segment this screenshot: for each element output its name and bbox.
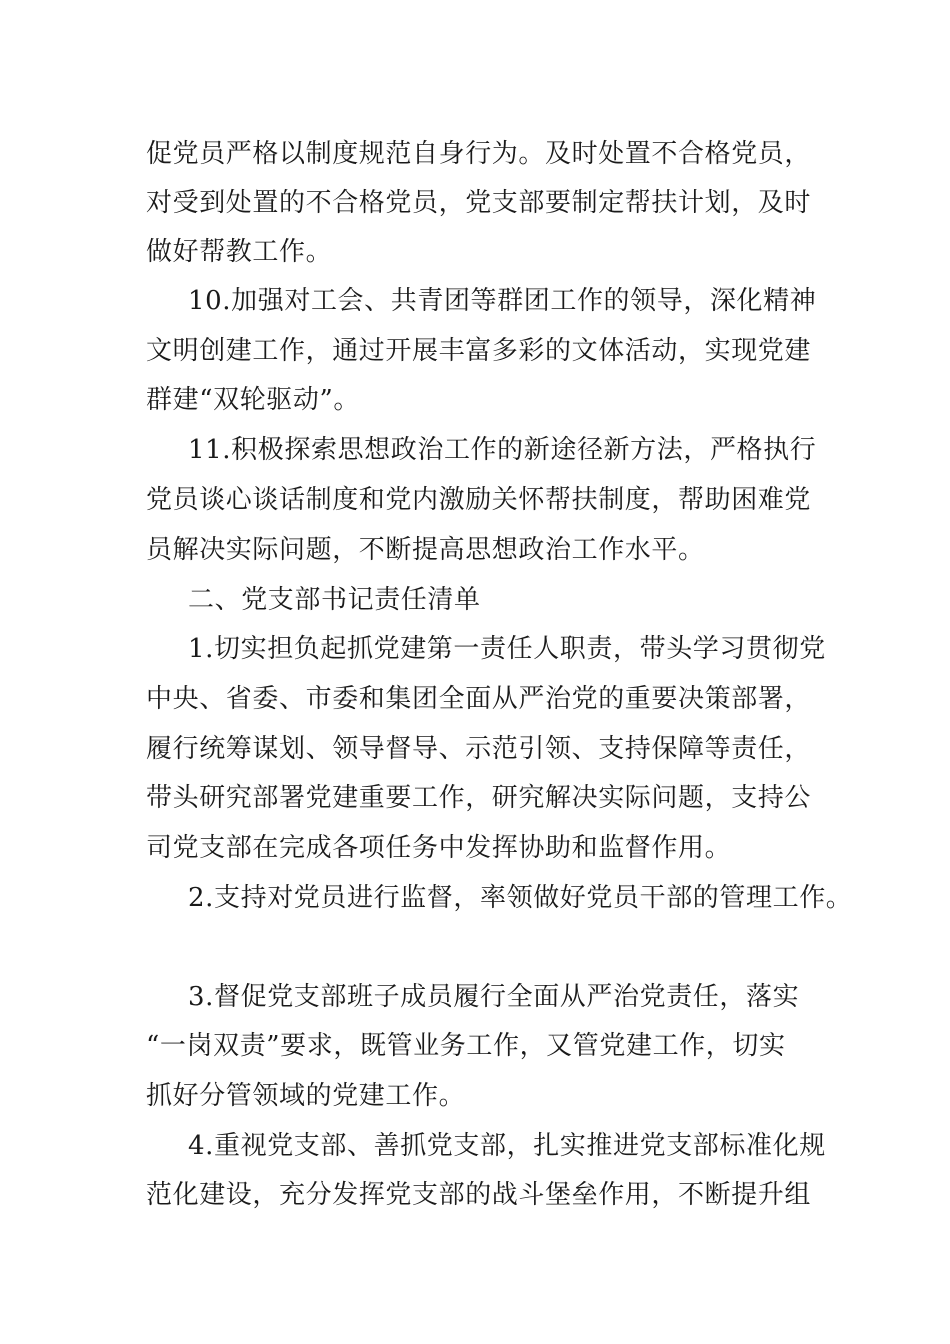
text-line: 文明创建工作，通过开展丰富多彩的文体活动，实现党建 [146,336,812,366]
text-line: 带头研究部署党建重要工作，研究解决实际问题，支持公 [146,783,812,813]
text-line: 对受到处置的不合格党员，党支部要制定帮扶计划，及时 [146,188,812,218]
text-line: 司党支部在完成各项任务中发挥协助和监督作用。 [146,833,732,863]
text-line: 1.切实担负起抓党建第一责任人职责，带头学习贯彻党 [188,634,826,664]
text-line: 做好帮教工作。 [146,237,333,267]
text-line: 中央、省委、市委和集团全面从严治党的重要决策部署， [146,684,812,714]
text-line: “一岗双责”要求，既管业务工作，又管党建工作，切实 [146,1031,786,1061]
text-line: 2.支持对党员进行监督，率领做好党员干部的管理工作。 [188,883,853,913]
text-line: 范化建设，充分发挥党支部的战斗堡垒作用，不断提升组 [146,1180,812,1210]
text-line: 员解决实际问题，不断提高思想政治工作水平。 [146,535,705,565]
text-line: 促党员严格以制度规范自身行为。及时处置不合格党员， [146,139,812,169]
text-line: 抓好分管领域的党建工作。 [146,1081,466,1111]
text-line: 群建“双轮驱动”。 [146,385,360,415]
text-line: 党员谈心谈话制度和党内激励关怀帮扶制度，帮助困难党 [146,485,812,515]
text-line: 11.积极探索思想政治工作的新途径新方法，严格执行 [188,435,817,465]
text-line: 履行统筹谋划、领导督导、示范引领、支持保障等责任， [146,734,812,764]
text-line: 4.重视党支部、善抓党支部，扎实推进党支部标准化规 [188,1131,826,1161]
text-line: 3.督促党支部班子成员履行全面从严治党责任，落实 [188,982,800,1012]
section-heading: 二、党支部书记责任清单 [188,585,481,615]
text-line: 10.加强对工会、共青团等群团工作的领导，深化精神 [188,286,817,316]
